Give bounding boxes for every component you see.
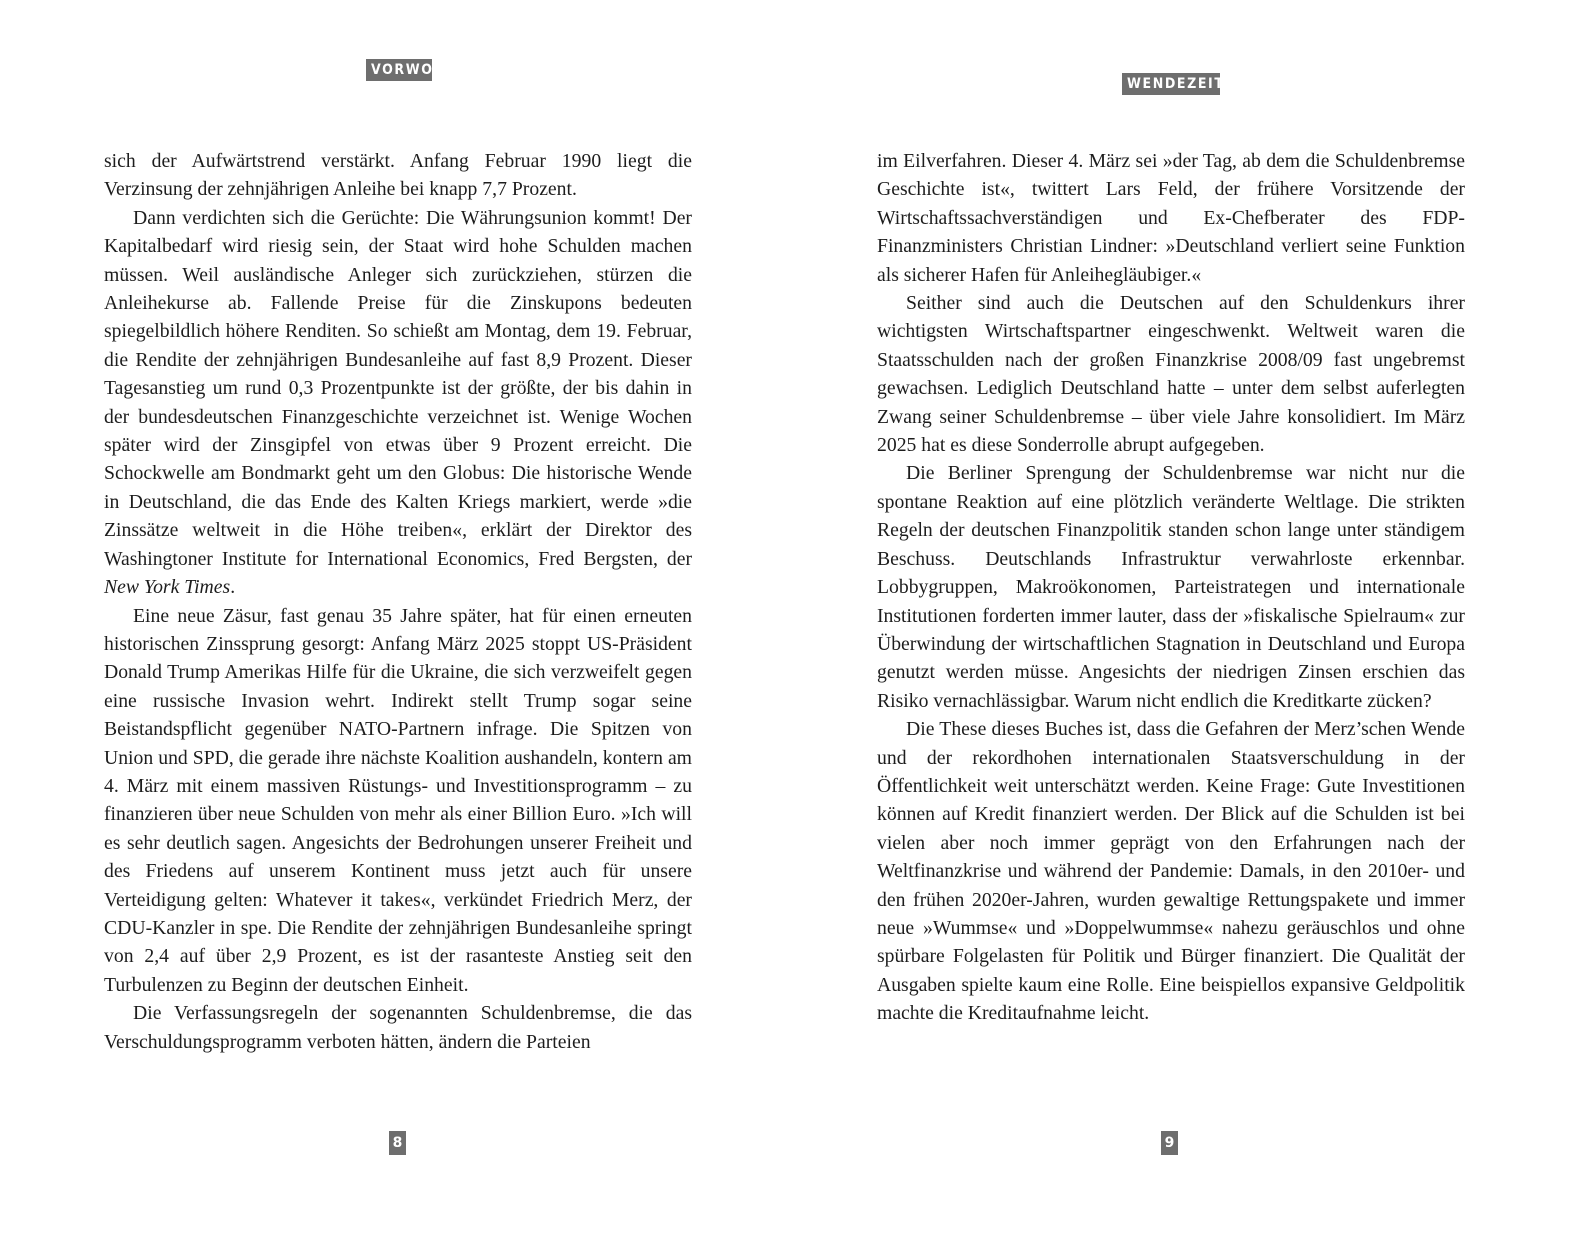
paragraph-end-punct: . [230,576,236,599]
right-page [797,0,1594,1240]
paragraph: Die These dieses Buches ist, dass die Gefahren der Merz’schen Wende und der rekordhohen internationalen Staatsverschuldung in der Öffentlichkeit weit unterschätzt werden. Keine Frage: Gute Investitionen können auf Kredit finanziert werden. Der Blick auf die Schulden ist bei vielen aber noch immer geprägt von den Erfahrungen nach der Weltfinanzkrise und während der Pandemie: Damals, in den 2010er- und den frühen 2020er-Jahren, wurden gewaltige Rettungspakete und immer neue »Wummse« und »Doppelwummse« nahezu geräuschlos und ohne spürbare Folgelasten für Politik und Bürger finanziert. Die Qualität der Ausgaben spielte kaum eine Rolle. Eine beispiellos expansive Geldpolitik machte die Kreditaufnahme leicht. [877,718,1465,1025]
body-text-right [877,147,1465,1028]
page-number-right: 9 [1161,1131,1178,1155]
paragraph: im Eilverfahren. Dieser 4. März sei »der Tag, ab dem die Schuldenbremse Geschichte ist«, twittert Lars Feld, der frühere Vorsitzende der Wirtschaftssachverständigen und Ex-Chefberater des FDP-Finanzministers Christian Lindner: »Deutschland verliert seine Funktion als sicherer Hafen für Anleihegläubiger.« [877,150,1465,286]
paragraph: Seither sind auch die Deutschen auf den Schuldenkurs ihrer wichtigsten Wirtschaftspartner eingeschwenkt. Weltweit waren die Staatsschulden nach der großen Finanzkrise 2008/09 fast ungebremst gewachsen. Lediglich Deutschland hatte – unter dem selbst auferlegten Zwang seiner Schuldenbremse – über viele Jahre konsolidiert. Im März 2025 hat es diese Sonderrolle abrupt aufgegeben. [877,292,1465,457]
body-text-left [104,147,692,1056]
page-number-left: 8 [389,1131,406,1155]
italic-source: New York Times [104,576,231,599]
paragraph: Die Berliner Sprengung der Schuldenbremse war nicht nur die spontane Reaktion auf eine plötzlich veränderte Weltlage. Die strikten Regeln der deutschen Finanzpolitik standen schon lange unter ständigem Beschuss. Deutschlands Infrastruktur verwahrloste erkennbar. Lobbygruppen, Makroökonomen, Parteistrategen und internationale Institutionen forderten immer lauter, dass der »fiskalische Spielraum« zur Überwindung der wirtschaftlichen Stagnation in Deutschland und Europa genutzt werden müsse. Angesichts der niedrigen Zinsen erschien das Risiko vernachlässigbar. Warum nicht endlich die Kreditkarte zücken? [877,462,1465,712]
paragraph-text: Dann verdichten sich die Gerüchte: Die Währungsunion kommt! Der Kapitalbedarf wird riesig sein, der Staat wird hohe Schulden machen müssen. Weil ausländische Anleger sich zurückziehen, stürzen die Anleihekurse ab. Fallende Preise für die Zinskupons bedeuten spiegelbildlich höhere Renditen. So schießt am Montag, dem 19. Februar, die Rendite der zehnjährigen Bundesanleihe auf fast 8,9 Prozent. Dieser Tagesanstieg um rund 0,3 Prozentpunkte ist der größte, der bis dahin in der bundesdeutschen Finanzgeschichte verzeichnet ist. Wenige Wochen später wird der Zinsgipfel von etwas über 9 Prozent erreicht. Die Schockwelle am Bondmarkt geht um den Globus: Die historische Wende in Deutschland, die das Ende des Kalten Kriegs markiert, werde »die Zinssätze weltweit in die Höhe treiben«, erklärt der Direktor des Washingtoner Institute for International Economics, Fred Bergsten, der [104,206,692,570]
paragraph: sich der Aufwärtstrend verstärkt. Anfang Februar 1990 liegt die Verzinsung der zehnjährigen Anleihe bei knapp 7,7 Prozent. [104,150,692,201]
running-head-left: VORWORT [366,59,432,81]
paragraph: Die Verfassungsregeln der sogenannten Schuldenbremse, die das Verschuldungsprogramm verboten hätten, ändern die Parteien [104,1002,692,1053]
paragraph [104,204,692,602]
running-head-right: WENDEZEITEN [1122,73,1220,95]
paragraph: Eine neue Zäsur, fast genau 35 Jahre später, hat für einen erneuten historischen Zinssprung gesorgt: Anfang März 2025 stoppt US-Präsident Donald Trump Amerikas Hilfe für die Ukraine, die sich verzweifelt gegen eine russische Invasion wehrt. Indirekt stellt Trump sogar seine Beistandspflicht gegenüber NATO-Partnern infrage. Die Spitzen von Union und SPD, die gerade ihre nächste Koalition aushandeln, kontern am 4. März mit einem massiven Rüstungs- und Investitionsprogramm – zu finanzieren über neue Schulden von mehr als einer Billion Euro. »Ich will es sehr deutlich sagen. Angesichts der Bedrohungen unserer Freiheit und des Friedens auf unserem Kontinent muss jetzt auch für unsere Verteidigung gelten: Whatever it takes«, verkündet Friedrich Merz, der CDU-Kanzler in spe. Die Rendite der zehnjährigen Bundesanleihe springt von 2,4 auf über 2,9 Prozent, es ist der rasanteste Anstieg seit den Turbulenzen zu Beginn der deutschen Einheit. [104,604,692,996]
